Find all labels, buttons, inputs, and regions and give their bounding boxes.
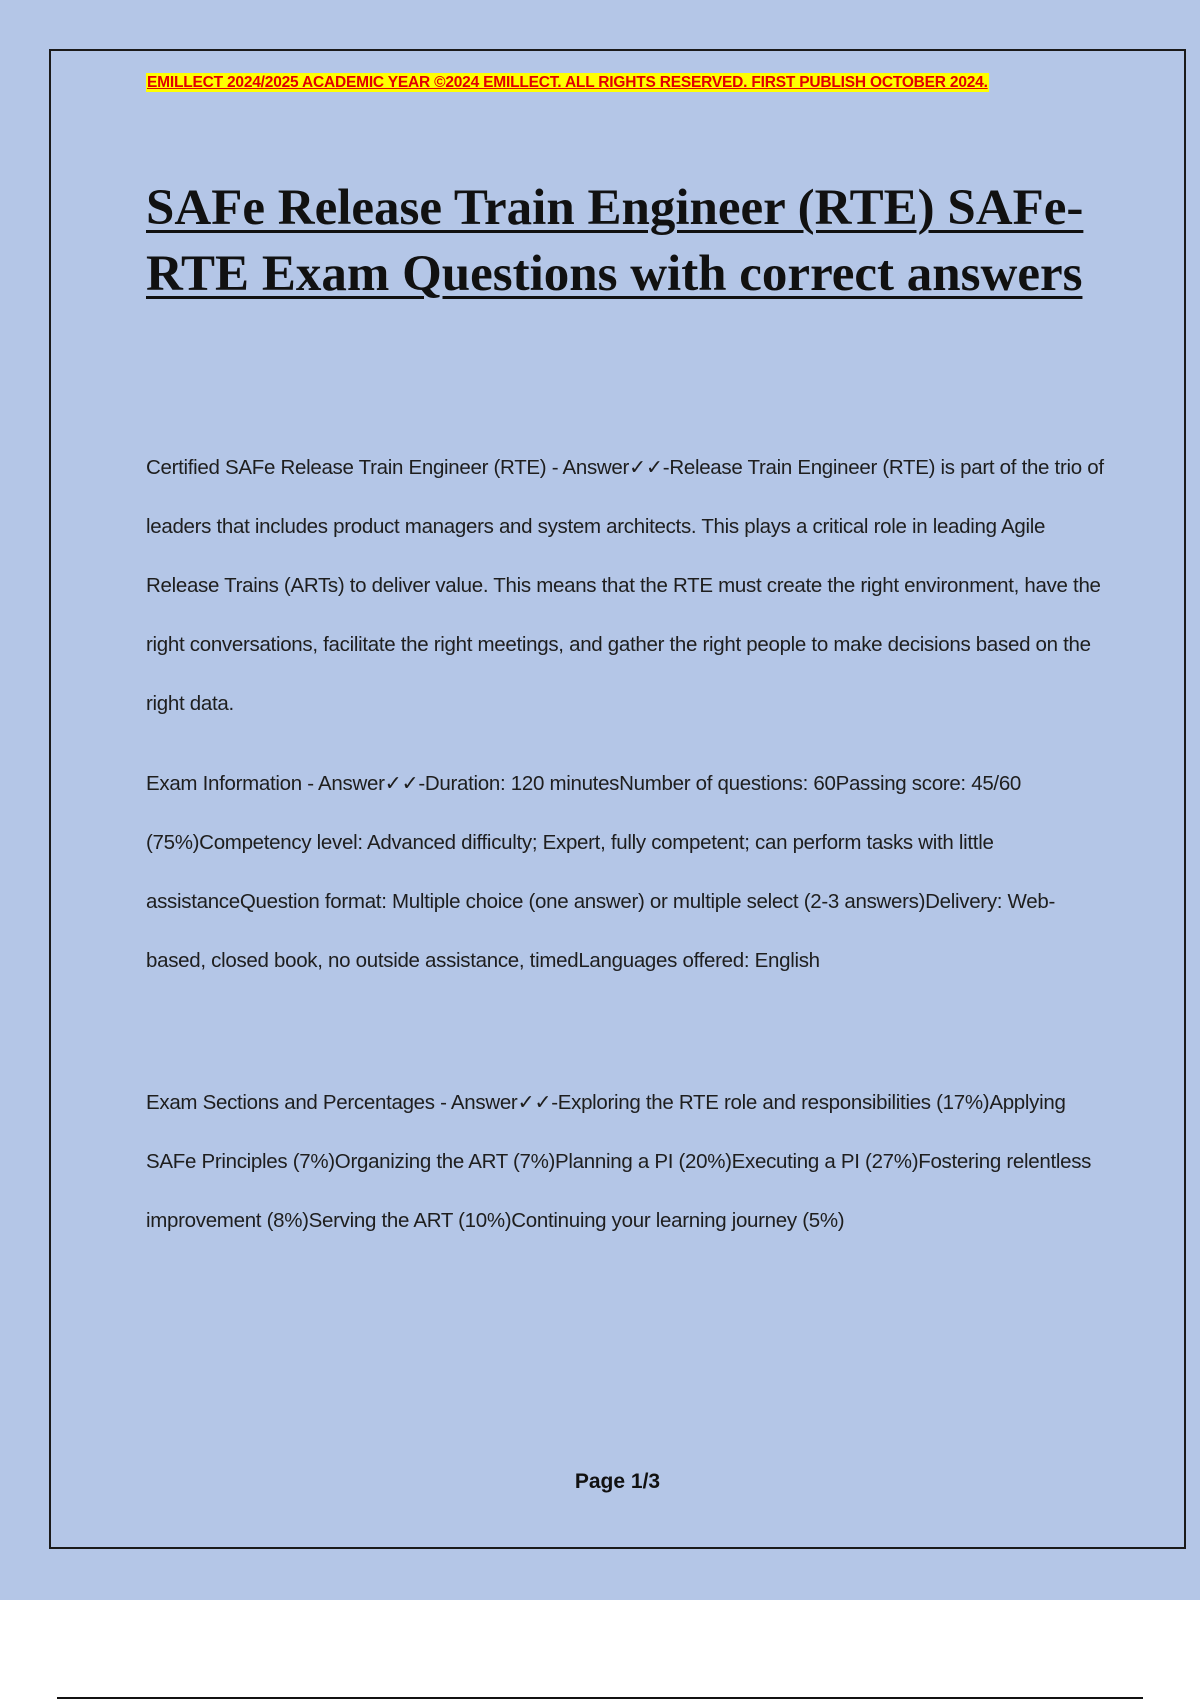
page-number: Page 1/3: [574, 1470, 661, 1493]
bottom-divider: [57, 1697, 1143, 1699]
qa-item-rte-definition: Certified SAFe Release Train Engineer (RTE) - Answer✓✓-Release Train Engineer (RTE) is part of the trio of leaders that includes product managers and system architects. This plays a critical role in leading Agile Release Trains (ARTs) to deliver value. This means that the RTE must create the right environment, have the right conversations, facilitate the right meetings, and gather the right people to make decisions based on the right data.: [146, 456, 1104, 715]
qa-item-exam-information: Exam Information - Answer✓✓-Duration: 120 minutesNumber of questions: 60Passing score: 45/60 (75%)Competency level: Advanced difficulty; Expert, fully competent; can perform tasks with little assistanceQuestion format: Multiple choice (one answer) or multiple select (2-3 answers)Delivery: Web-based, closed book, no outside assistance, timedLanguages offered: English: [146, 772, 1055, 972]
copyright-banner: EMILLECT 2024/2025 ACADEMIC YEAR ©2024 EMILLECT. ALL RIGHTS RESERVED. FIRST PUBLISH OCTOBER 2024.: [147, 74, 988, 91]
qa-item-exam-sections: Exam Sections and Percentages - Answer✓✓-Exploring the RTE role and responsibilities (17%)Applying SAFe Principles (7%)Organizing the ART (7%)Planning a PI (20%)Executing a PI (27%)Fostering relentless improvement (8%)Serving the ART (10%)Continuing your learning journey (5%): [146, 1091, 1092, 1232]
document-title: SAFe Release Train Engineer (RTE) SAFe-RTE Exam Questions with correct answers: [146, 180, 1084, 302]
